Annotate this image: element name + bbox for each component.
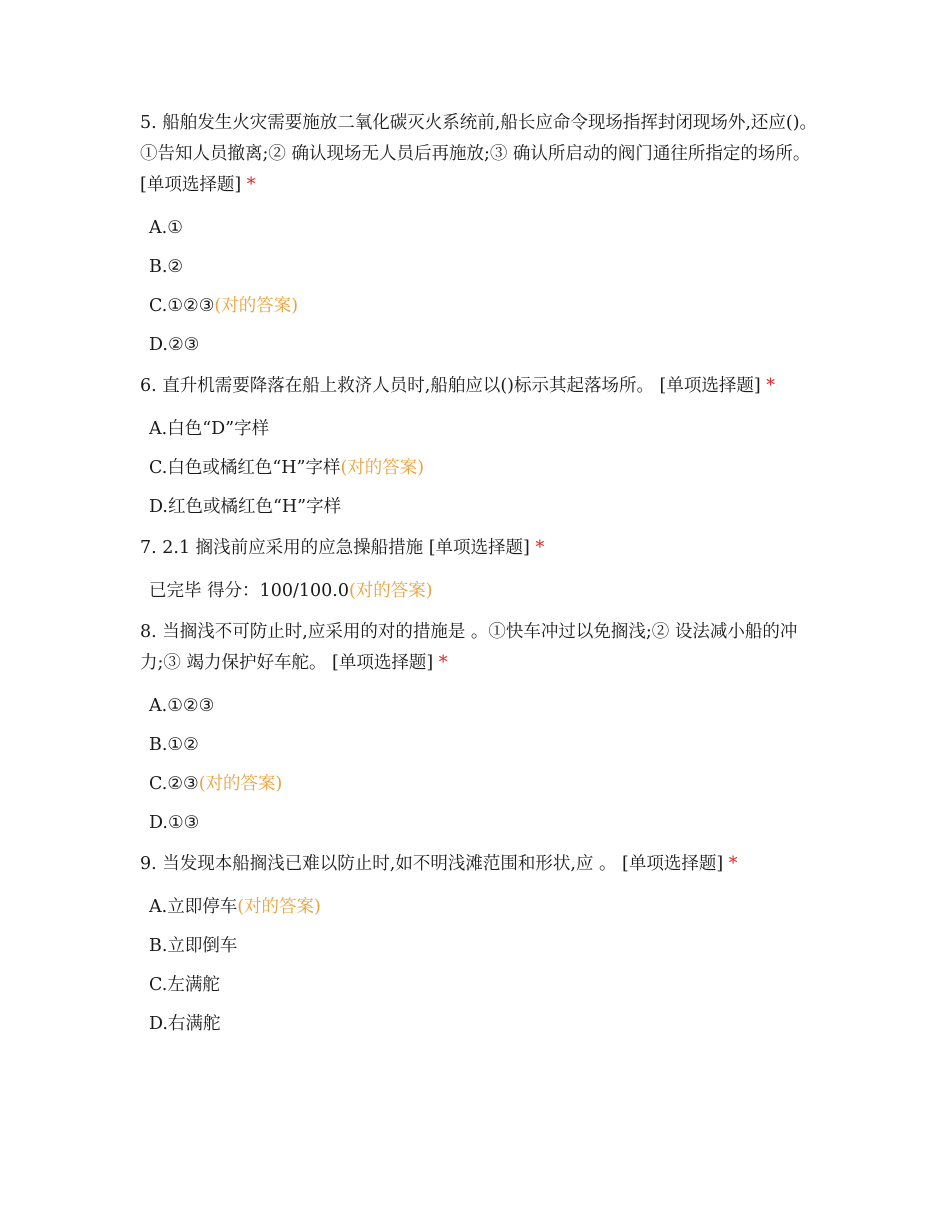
- option-c[interactable]: [140, 966, 820, 1005]
- required-marker: *: [728, 854, 738, 874]
- option-label: D.红色或橘红色“H”字样: [149, 497, 342, 517]
- question-stem: 8. 当搁浅不可防止时,应采用的对的措施是 。①快车冲过以免搁浅;② 设法减小船的冲力;③ 竭力保护好车舵。 [单项选择题]: [140, 622, 798, 673]
- option-a[interactable]: [140, 687, 820, 726]
- option-label: A.①②③: [149, 696, 215, 716]
- option-label: A.立即停车: [149, 897, 238, 917]
- option-label: B.立即倒车: [149, 936, 238, 956]
- option-d[interactable]: [140, 804, 820, 843]
- option-c[interactable]: [140, 449, 820, 488]
- question-stem: 6. 直升机需要降落在船上救济人员时,船舶应以()标示其起落场所。 [单项选择题]: [140, 376, 761, 396]
- correct-answer-note: (对的答案): [348, 581, 433, 601]
- option-list: [140, 410, 820, 527]
- option-label: C.左满舵: [149, 975, 220, 995]
- question-7: [140, 533, 820, 611]
- option-b[interactable]: [140, 726, 820, 765]
- question-9: [140, 849, 820, 1044]
- question-stem: 7. 2.1 搁浅前应采用的应急操船措施 [单项选择题]: [140, 538, 530, 558]
- option-list: [140, 888, 820, 1044]
- correct-answer-note: (对的答案): [214, 296, 299, 316]
- option-label: D.①③: [149, 813, 200, 833]
- option-b[interactable]: [140, 927, 820, 966]
- required-marker: *: [766, 376, 776, 396]
- question-text: [140, 371, 820, 402]
- correct-answer-note: (对的答案): [198, 774, 283, 794]
- option-d[interactable]: [140, 1005, 820, 1044]
- question-8: [140, 617, 820, 843]
- option-d[interactable]: [140, 326, 820, 365]
- question-stem: 5. 船舶发生火灾需要施放二氧化碳灭火系统前,船长应命令现场指挥封闭现场外,还应()。①告知人员撤离;② 确认现场无人员后再施放;③ 确认所启动的阀门通往所指定的场所。 [单项选择题]: [140, 113, 818, 195]
- correct-answer-note: (对的答案): [237, 897, 321, 917]
- question-5: [140, 108, 820, 365]
- option-label: B.①②: [149, 735, 199, 755]
- required-marker: *: [246, 175, 256, 195]
- option-list: [140, 209, 820, 365]
- score-result: [140, 572, 820, 611]
- option-d[interactable]: [140, 488, 820, 527]
- option-label: A.①: [149, 218, 183, 238]
- option-label: B.②: [149, 257, 184, 277]
- score-label: 已完毕 得分：100/100.0: [149, 581, 349, 601]
- question-text: [140, 533, 820, 564]
- option-label: C.②③: [149, 774, 199, 794]
- question-text: [140, 849, 820, 880]
- option-label: C.①②③: [149, 296, 215, 316]
- option-label: A.白色“D”字样: [149, 419, 270, 439]
- option-list: [140, 572, 820, 611]
- quiz-page: [140, 108, 820, 1044]
- question-text: [140, 108, 820, 201]
- question-stem: 9. 当发现本船搁浅已难以防止时,如不明浅滩范围和形状,应 。 [单项选择题]: [140, 854, 724, 874]
- option-a[interactable]: [140, 888, 820, 927]
- option-label: D.②③: [149, 335, 200, 355]
- question-6: [140, 371, 820, 527]
- option-c[interactable]: [140, 287, 820, 326]
- option-c[interactable]: [140, 765, 820, 804]
- option-label: C.白色或橘红色“H”字样: [149, 458, 341, 478]
- correct-answer-note: (对的答案): [340, 458, 425, 478]
- option-b[interactable]: [140, 248, 820, 287]
- required-marker: *: [535, 538, 545, 558]
- option-a[interactable]: [140, 410, 820, 449]
- question-text: [140, 617, 820, 679]
- option-label: D.右满舵: [149, 1014, 221, 1034]
- required-marker: *: [438, 653, 448, 673]
- option-list: [140, 687, 820, 843]
- option-a[interactable]: [140, 209, 820, 248]
